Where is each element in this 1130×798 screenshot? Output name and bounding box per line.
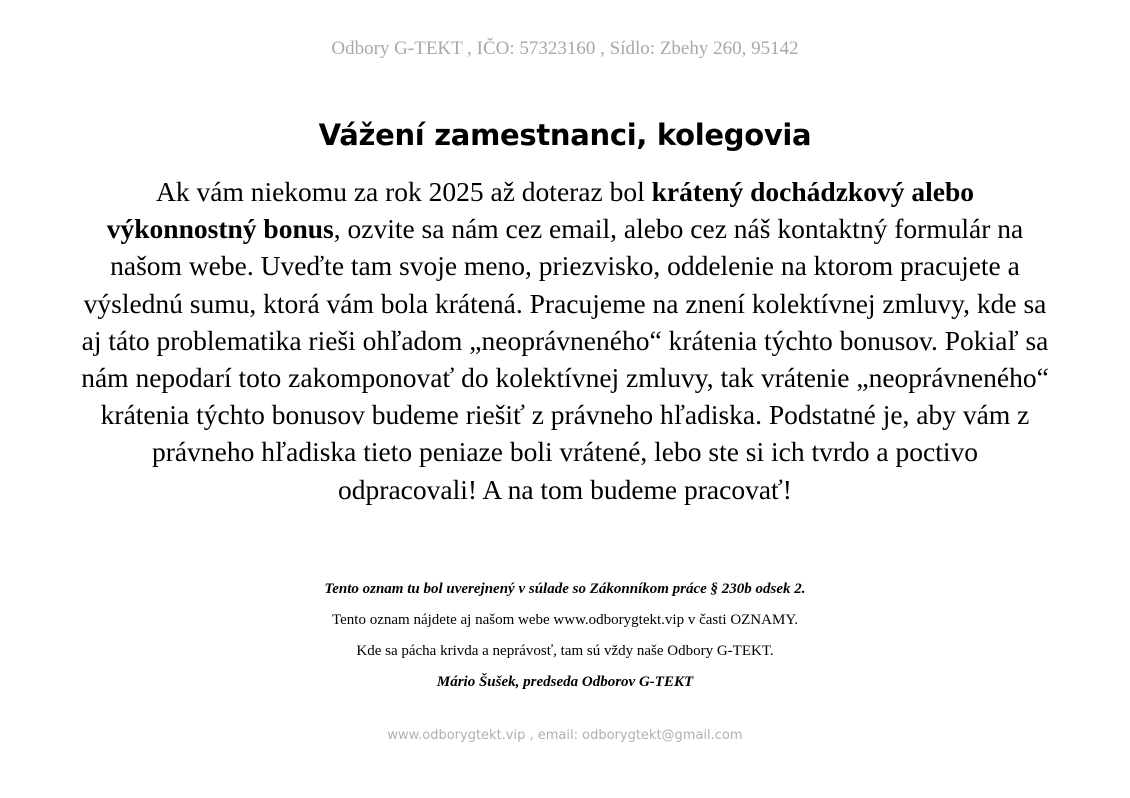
body-rest: , ozvite sa nám cez email, alebo cez náš kontaktný formulár na našom webe. Uveďte tam svoje meno, priezvisko, oddelenie na ktorom pracujete a výslednú sumu, ktorá vám bola krátená. Pracujeme na znení kolektívnej zmluvy, kde sa aj táto problematika rieši ohľadom „neoprávneného“ krátenia týchto bonusov. Pokiaľ sa nám nepodarí toto zakomponovať do kolektívnej zmluvy, tak vrátenie „neoprávneného“ krátenia týchto bonusov budeme riešiť z právneho hľadiska. Podstatné je, aby vám z právneho hľadiska tieto peniaze boli vrátené, lebo ste si ich tvrdo a poctivo odpracovali! A na tom budeme pracovať! bbox=[81, 213, 1049, 505]
announcement-body bbox=[80, 173, 1050, 508]
body-intro: Ak vám niekomu za rok 2025 až doteraz bol bbox=[156, 176, 652, 207]
motto-note: Kde sa pácha krivda a neprávosť, tam sú vždy naše Odbory G-TEKT. bbox=[356, 643, 774, 659]
page-title: Vážení zamestnanci, kolegovia bbox=[318, 118, 812, 152]
body-bold-phrase: krátený dochádzkový alebo výkonnostný bonus bbox=[106, 176, 974, 245]
legal-note: Tento oznam tu bol uverejnený v súlade so Zákonníkom práce § 230b odsek 2. bbox=[324, 581, 806, 597]
contact-footer: www.odborygtekt.vip , email: odborygtekt@gmail.com bbox=[387, 728, 743, 743]
company-header: Odbory G-TEKT , IČO: 57323160 , Sídlo: Zbehy 260, 95142 bbox=[331, 38, 799, 59]
notes-block bbox=[0, 578, 1130, 702]
signature: Mário Šušek, predseda Odborov G-TEKT bbox=[436, 674, 694, 690]
website-note: Tento oznam nájdete aj našom webe www.odborygtekt.vip v časti OZNAMY. bbox=[332, 612, 798, 628]
